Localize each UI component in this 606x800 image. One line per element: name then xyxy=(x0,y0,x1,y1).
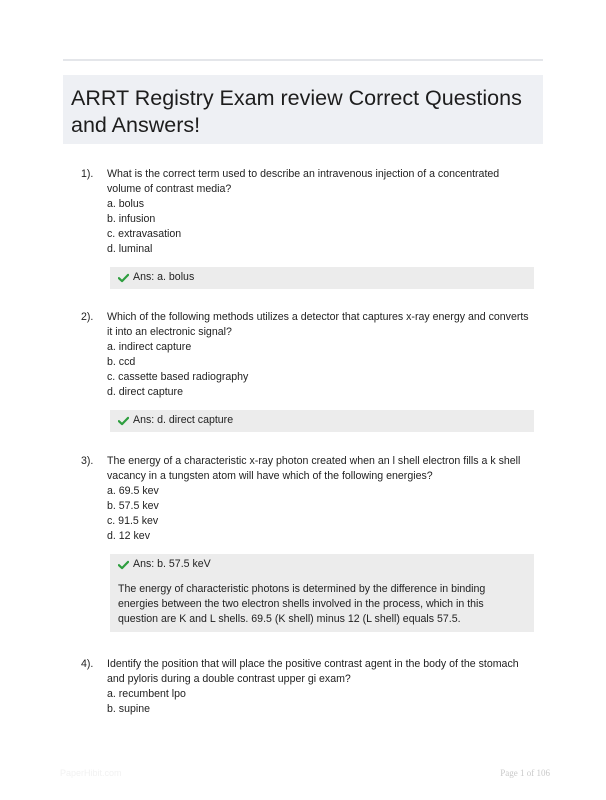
answer-line xyxy=(118,270,526,285)
question-body xyxy=(107,310,537,400)
answer-line xyxy=(118,413,526,428)
check-icon xyxy=(118,273,129,283)
question-text: The energy of a characteristic x-ray photon created when an l shell electron fills a k shell vacancy in a tungsten atom will have which of the following energies? xyxy=(107,455,521,482)
top-divider xyxy=(63,59,543,61)
footer-watermark: PaperHibit.com xyxy=(60,768,122,778)
question-body xyxy=(107,167,537,257)
option-a: a. 69.5 kev xyxy=(107,485,159,497)
question-number: 3). xyxy=(81,455,94,467)
question-text: Identify the position that will place the positive contrast agent in the body of the stomach and pyloris during a double contrast upper gi exam? xyxy=(107,658,519,685)
question-text: What is the correct term used to describe an intravenous injection of a concentrated volume of contrast media? xyxy=(107,168,500,195)
option-d: d. 12 kev xyxy=(107,530,150,542)
option-d: d. direct capture xyxy=(107,386,183,398)
answer-box-1 xyxy=(110,267,534,289)
option-list xyxy=(107,197,537,257)
answer-text: Ans: d. direct capture xyxy=(133,414,234,426)
answer-text: Ans: b. 57.5 keV xyxy=(133,558,211,570)
option-b: b. ccd xyxy=(107,356,136,368)
answer-line xyxy=(118,557,526,572)
option-list xyxy=(107,484,537,544)
question-number: 1). xyxy=(81,168,94,180)
option-b: b. 57.5 kev xyxy=(107,500,159,512)
question-number: 4). xyxy=(81,658,94,670)
title-banner xyxy=(63,75,543,144)
option-c: c. extravasation xyxy=(107,228,182,240)
question-body xyxy=(107,454,537,544)
check-icon xyxy=(118,560,129,570)
page-number: Page 1 of 106 xyxy=(500,768,550,778)
question-body xyxy=(107,657,537,717)
option-b: b. infusion xyxy=(107,213,156,225)
question-text: Which of the following methods utilizes a detector that captures x-ray energy and converts it into an electronic signal? xyxy=(107,311,529,338)
option-d: d. luminal xyxy=(107,243,153,255)
answer-explanation: The energy of characteristic photons is determined by the difference in binding energies between the two electron shells involved in the process, which in this question are K and L shells. 69.5 (K shell) minus 12 (L shell) equals 57.5. xyxy=(118,583,486,625)
option-c: c. 91.5 kev xyxy=(107,515,159,527)
page-title: ARRT Registry Exam review Correct Questions and Answers! xyxy=(71,86,522,137)
answer-box-2 xyxy=(110,410,534,432)
option-list xyxy=(107,340,537,400)
option-b: b. supine xyxy=(107,703,150,715)
answer-box-3 xyxy=(110,554,534,632)
option-c: c. cassette based radiography xyxy=(107,371,249,383)
question-number: 2). xyxy=(81,311,94,323)
option-a: a. bolus xyxy=(107,198,145,210)
check-icon xyxy=(118,416,129,426)
option-a: a. indirect capture xyxy=(107,341,192,353)
option-a: a. recumbent lpo xyxy=(107,688,186,700)
answer-text: Ans: a. bolus xyxy=(133,271,195,283)
option-list xyxy=(107,687,537,717)
